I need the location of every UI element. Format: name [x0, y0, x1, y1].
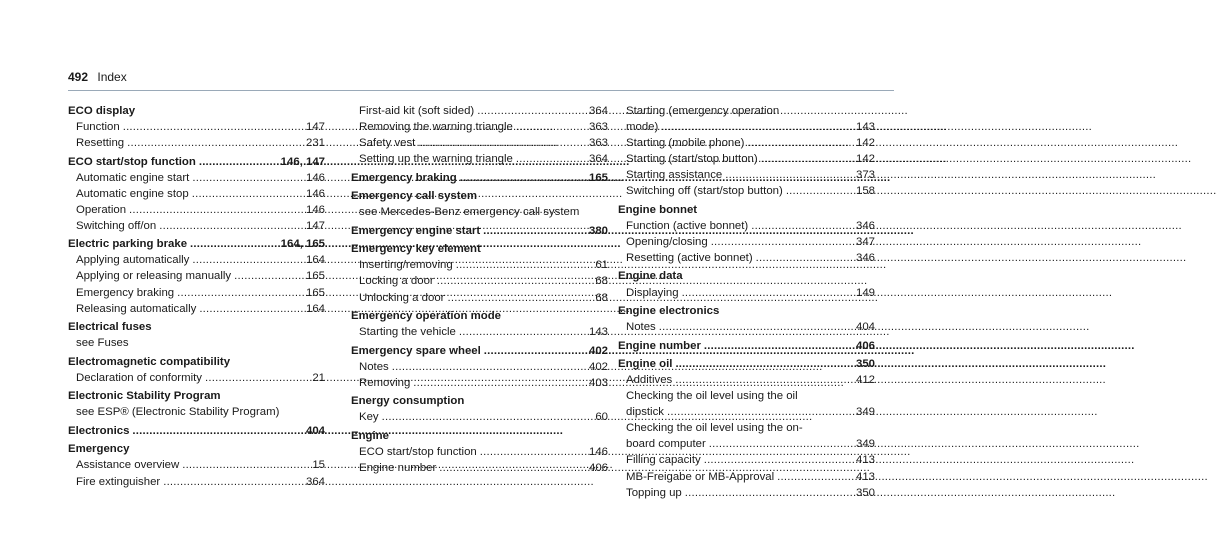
index-subentry — [618, 404, 875, 420]
page-reference: 404 — [855, 321, 875, 334]
page-reference: 364 — [305, 475, 325, 488]
index-subentry — [351, 375, 608, 391]
dot-leader — [199, 154, 278, 170]
index-heading — [68, 354, 325, 370]
dot-leader — [682, 285, 853, 301]
entry-term: Engine bonnet — [618, 203, 698, 216]
index-subentry — [68, 218, 325, 234]
entry-term: MB-Freigabe or MB-Approval — [626, 470, 775, 483]
index-subentry — [618, 103, 875, 119]
dot-leader — [447, 290, 592, 306]
entry-term: Checking the oil level using the oil — [626, 390, 798, 403]
index-subentry — [618, 183, 875, 199]
entry-term: Engine number — [618, 339, 701, 352]
page-reference: 146 — [305, 187, 325, 200]
dot-leader — [483, 223, 586, 239]
index-column-3 — [618, 103, 875, 501]
entry-term: Automatic engine stop — [76, 187, 189, 200]
entry-term: Unlocking a door — [359, 291, 445, 304]
dot-leader — [460, 170, 586, 186]
page-reference: 231 — [305, 137, 325, 150]
entry-term: Emergency key element — [351, 243, 481, 256]
page-reference: 373 — [855, 169, 875, 182]
dot-leader — [477, 103, 586, 119]
entry-term: ECO display — [68, 105, 136, 117]
section-title: Index — [97, 70, 127, 84]
dot-leader — [205, 370, 309, 386]
page-reference: 350 — [855, 358, 875, 371]
index-subentry — [618, 119, 875, 135]
page-reference: 149 — [855, 286, 875, 299]
dot-leader — [675, 372, 853, 388]
entry-term: Energy consumption — [351, 395, 465, 408]
entry-term: Engine number — [359, 461, 437, 474]
index-subentry — [68, 457, 325, 473]
dot-leader — [129, 202, 303, 218]
index-heading — [68, 154, 325, 170]
dot-leader — [786, 183, 853, 199]
index-heading — [68, 236, 325, 252]
dot-leader — [516, 151, 586, 167]
dot-leader — [382, 409, 593, 425]
entry-term: Electrical fuses — [68, 321, 152, 334]
index-subentry — [618, 485, 875, 501]
entry-term: Engine — [351, 429, 389, 442]
page-reference: 146 — [588, 445, 608, 458]
index-heading — [68, 388, 325, 404]
entry-term: Applying or releasing manually — [76, 270, 232, 283]
dot-leader — [516, 119, 586, 135]
entry-term: Resetting (active bonnet) — [626, 251, 753, 264]
index-subentry — [351, 204, 608, 220]
index-subentry — [351, 257, 608, 273]
entry-term: Key — [359, 411, 379, 424]
index-subentry — [68, 135, 325, 151]
dot-leader — [163, 474, 303, 490]
dot-leader — [123, 119, 303, 135]
entry-term: Declaration of conformity — [76, 371, 202, 384]
index-subentry — [618, 250, 875, 266]
page-reference: 142 — [855, 153, 875, 166]
page-reference: 363 — [588, 121, 608, 134]
dot-leader — [675, 356, 853, 372]
entry-term: Function (active bonnet) — [626, 219, 749, 232]
index-subentry — [68, 285, 325, 301]
page-reference: 349 — [855, 406, 875, 419]
page-reference: 349 — [855, 438, 875, 451]
index-heading — [618, 268, 875, 284]
entry-term: First-aid kit (soft sided) — [359, 105, 475, 117]
index-subentry — [618, 420, 875, 436]
entry-term: Electromagnetic compatibility — [68, 355, 231, 368]
entry-term: Electric parking brake — [68, 238, 188, 251]
entry-term: Electronic Stability Program — [68, 390, 221, 403]
page-reference: 413 — [855, 454, 875, 467]
entry-term: Applying automatically — [76, 254, 190, 267]
entry-term: Function — [76, 121, 120, 134]
dot-leader — [747, 135, 853, 151]
page-reference: 364 — [588, 153, 608, 166]
dot-leader — [392, 359, 586, 375]
entry-term: Additives — [626, 374, 673, 387]
dot-leader — [484, 343, 586, 359]
dot-leader — [756, 250, 853, 266]
index-subentry — [68, 119, 325, 135]
page-reference: 158 — [855, 185, 875, 198]
entry-term: Emergency — [68, 443, 130, 456]
page-reference: 412 — [855, 374, 875, 387]
page-reference: 164 — [305, 254, 325, 267]
entry-term: Starting the vehicle — [359, 326, 456, 339]
entry-term: Safety vest — [359, 137, 416, 150]
index-subentry — [68, 252, 325, 268]
dot-leader — [685, 485, 853, 501]
entry-term: Switching off (start/stop button) — [626, 185, 783, 198]
index-column-1 — [68, 103, 325, 490]
entry-term: mode) — [626, 121, 659, 134]
index-heading — [351, 188, 608, 204]
page-reference: 68 — [595, 275, 608, 288]
dot-leader — [456, 257, 593, 273]
index-heading — [351, 241, 608, 257]
page-reference: 142 — [855, 137, 875, 150]
entry-term: Checking the oil level using the on- — [626, 422, 803, 435]
dot-leader — [661, 119, 853, 135]
index-heading — [618, 356, 875, 372]
index-heading — [351, 343, 608, 359]
page-reference: 164 — [305, 302, 325, 315]
index-subentry — [68, 268, 325, 284]
dot-leader — [192, 170, 303, 186]
dot-leader — [437, 273, 593, 289]
page-reference: 21 — [312, 371, 325, 384]
index-heading — [351, 393, 608, 409]
dot-leader — [234, 268, 303, 284]
entry-term: Starting (emergency operation — [626, 105, 780, 117]
index-subentry — [351, 324, 608, 340]
dot-leader — [132, 423, 303, 439]
index-heading — [618, 202, 875, 218]
index-subentry — [351, 135, 608, 151]
dot-leader — [159, 218, 303, 234]
page-reference: 406 — [855, 339, 875, 352]
entry-term: dipstick — [626, 406, 664, 419]
entry-term: Removing — [359, 376, 411, 389]
index-subentry — [618, 234, 875, 250]
index-heading — [351, 223, 608, 239]
index-subentry — [618, 469, 875, 485]
entry-term: Emergency engine start — [351, 224, 481, 237]
index-subentry — [68, 202, 325, 218]
page-reference: 143 — [855, 121, 875, 134]
index-subentry — [618, 285, 875, 301]
dot-leader — [182, 457, 309, 473]
index-heading — [68, 319, 325, 335]
dot-leader — [192, 186, 303, 202]
index-subentry — [618, 319, 875, 335]
page-reference: 363 — [588, 137, 608, 150]
page-reference: 147 — [305, 121, 325, 134]
entry-term: Engine data — [618, 270, 683, 283]
entry-term: Opening/closing — [626, 235, 708, 248]
index-subentry — [618, 436, 875, 452]
index-subentry — [68, 370, 325, 386]
entry-term: Starting (start/stop button) — [626, 153, 758, 166]
entry-term: Notes — [359, 360, 389, 373]
index-subentry — [618, 452, 875, 468]
dot-leader — [709, 436, 853, 452]
page-number: 492 — [68, 70, 89, 84]
dot-leader — [127, 135, 303, 151]
entry-term: Setting up the warning triangle — [359, 153, 513, 166]
page-reference: 165 — [305, 286, 325, 299]
page-reference: 61 — [595, 259, 608, 272]
dot-leader — [480, 444, 586, 460]
entry-term: Assistance overview — [76, 459, 180, 472]
entry-term: Notes — [626, 321, 656, 334]
entry-term: Locking a door — [359, 275, 434, 288]
entry-term: ECO start/stop function — [359, 445, 477, 458]
page-reference: 347 — [855, 235, 875, 248]
index-heading — [351, 428, 608, 444]
index-heading — [68, 441, 325, 457]
index-subentry — [618, 151, 875, 167]
page-reference: 15 — [312, 459, 325, 472]
page-reference: 165 — [588, 171, 608, 184]
dot-leader — [199, 301, 303, 317]
dot-leader — [751, 218, 853, 234]
index-subentry — [68, 404, 325, 420]
entry-term: Resetting — [76, 137, 125, 150]
dot-leader — [192, 252, 303, 268]
entry-term: Starting (mobile phone) — [626, 137, 745, 150]
index-heading — [351, 170, 608, 186]
index-subentry — [351, 444, 608, 460]
page-reference: 146 — [305, 203, 325, 216]
page-reference: 147 — [305, 219, 325, 232]
index-heading — [351, 308, 608, 324]
entry-term: Fire extinguisher — [76, 475, 161, 488]
page-reference: 403 — [588, 376, 608, 389]
index-subentry — [351, 103, 608, 119]
index-subentry — [68, 170, 325, 186]
dot-leader — [459, 324, 586, 340]
entry-term: Displaying — [626, 286, 679, 299]
index-subentry — [351, 290, 608, 306]
page-reference: 146 — [305, 171, 325, 184]
page-reference: 60 — [595, 411, 608, 424]
entry-term: Engine electronics — [618, 305, 720, 318]
index-subentry — [351, 119, 608, 135]
index-heading — [68, 103, 325, 119]
index-subentry — [351, 359, 608, 375]
entry-term: Topping up — [626, 486, 682, 499]
index-subentry — [68, 186, 325, 202]
index-subentry — [618, 388, 875, 404]
dot-leader — [177, 285, 303, 301]
dot-leader — [667, 404, 853, 420]
page-header — [68, 70, 127, 84]
entry-term: Starting assistance — [626, 169, 723, 182]
entry-term: Removing the warning triangle — [359, 121, 513, 134]
entry-term: ECO start/stop function — [68, 155, 196, 168]
index-subentry — [351, 460, 608, 476]
page-reference: 402 — [588, 344, 608, 357]
index-subentry — [68, 335, 325, 351]
index-column-2 — [351, 103, 608, 476]
dot-leader — [725, 167, 853, 183]
page-reference: 143 — [588, 326, 608, 339]
index-subentry — [68, 301, 325, 317]
dot-leader — [711, 234, 853, 250]
page-reference: 350 — [855, 486, 875, 499]
dot-leader — [413, 375, 586, 391]
page-reference: 164, 165 — [280, 238, 325, 251]
entry-term: see Fuses — [76, 337, 129, 350]
dot-leader — [704, 338, 853, 354]
dot-leader — [704, 452, 853, 468]
index-subentry — [351, 273, 608, 289]
page-reference: 406 — [588, 461, 608, 474]
page-reference: 346 — [855, 251, 875, 264]
index-heading — [68, 423, 325, 439]
entry-term: Emergency spare wheel — [351, 344, 481, 357]
page-reference: 402 — [588, 360, 608, 373]
dot-leader — [777, 469, 853, 485]
dot-leader — [659, 319, 853, 335]
page-reference: 146, 147 — [280, 155, 325, 168]
header-rule — [68, 90, 894, 91]
index-subentry — [618, 218, 875, 234]
index-subentry — [68, 474, 325, 490]
entry-term: Electronics — [68, 424, 130, 437]
entry-term: Emergency braking — [351, 171, 457, 184]
entry-term: Releasing automatically — [76, 302, 197, 315]
entry-term: see Mercedes-Benz emergency call system — [359, 206, 580, 219]
page-reference: 404 — [305, 424, 325, 437]
index-subentry — [351, 151, 608, 167]
index-subentry — [618, 135, 875, 151]
entry-term: board computer — [626, 438, 706, 451]
index-heading — [618, 338, 875, 354]
entry-term: Switching off/on — [76, 219, 157, 232]
entry-term: Inserting/removing — [359, 259, 453, 272]
entry-term: Emergency operation mode — [351, 310, 502, 323]
entry-term: Operation — [76, 203, 127, 216]
dot-leader — [439, 460, 586, 476]
index-subentry — [618, 167, 875, 183]
dot-leader — [418, 135, 586, 151]
index-subentry — [618, 372, 875, 388]
page-reference: 413 — [855, 470, 875, 483]
entry-term: Filling capacity — [626, 454, 701, 467]
entry-term: Emergency call system — [351, 190, 478, 203]
entry-term: Automatic engine start — [76, 171, 190, 184]
index-subentry — [351, 409, 608, 425]
page-reference: 165 — [305, 270, 325, 283]
page-reference: 68 — [595, 291, 608, 304]
dot-leader — [190, 236, 278, 252]
entry-term: Emergency braking — [76, 286, 175, 299]
entry-term: Engine oil — [618, 358, 673, 371]
dot-leader — [761, 151, 853, 167]
entry-term: see ESP® (Electronic Stability Program) — [76, 406, 280, 419]
page-reference: 346 — [855, 219, 875, 232]
page-reference: 364 — [588, 105, 608, 117]
index-heading — [618, 303, 875, 319]
page-reference: 380 — [588, 224, 608, 237]
